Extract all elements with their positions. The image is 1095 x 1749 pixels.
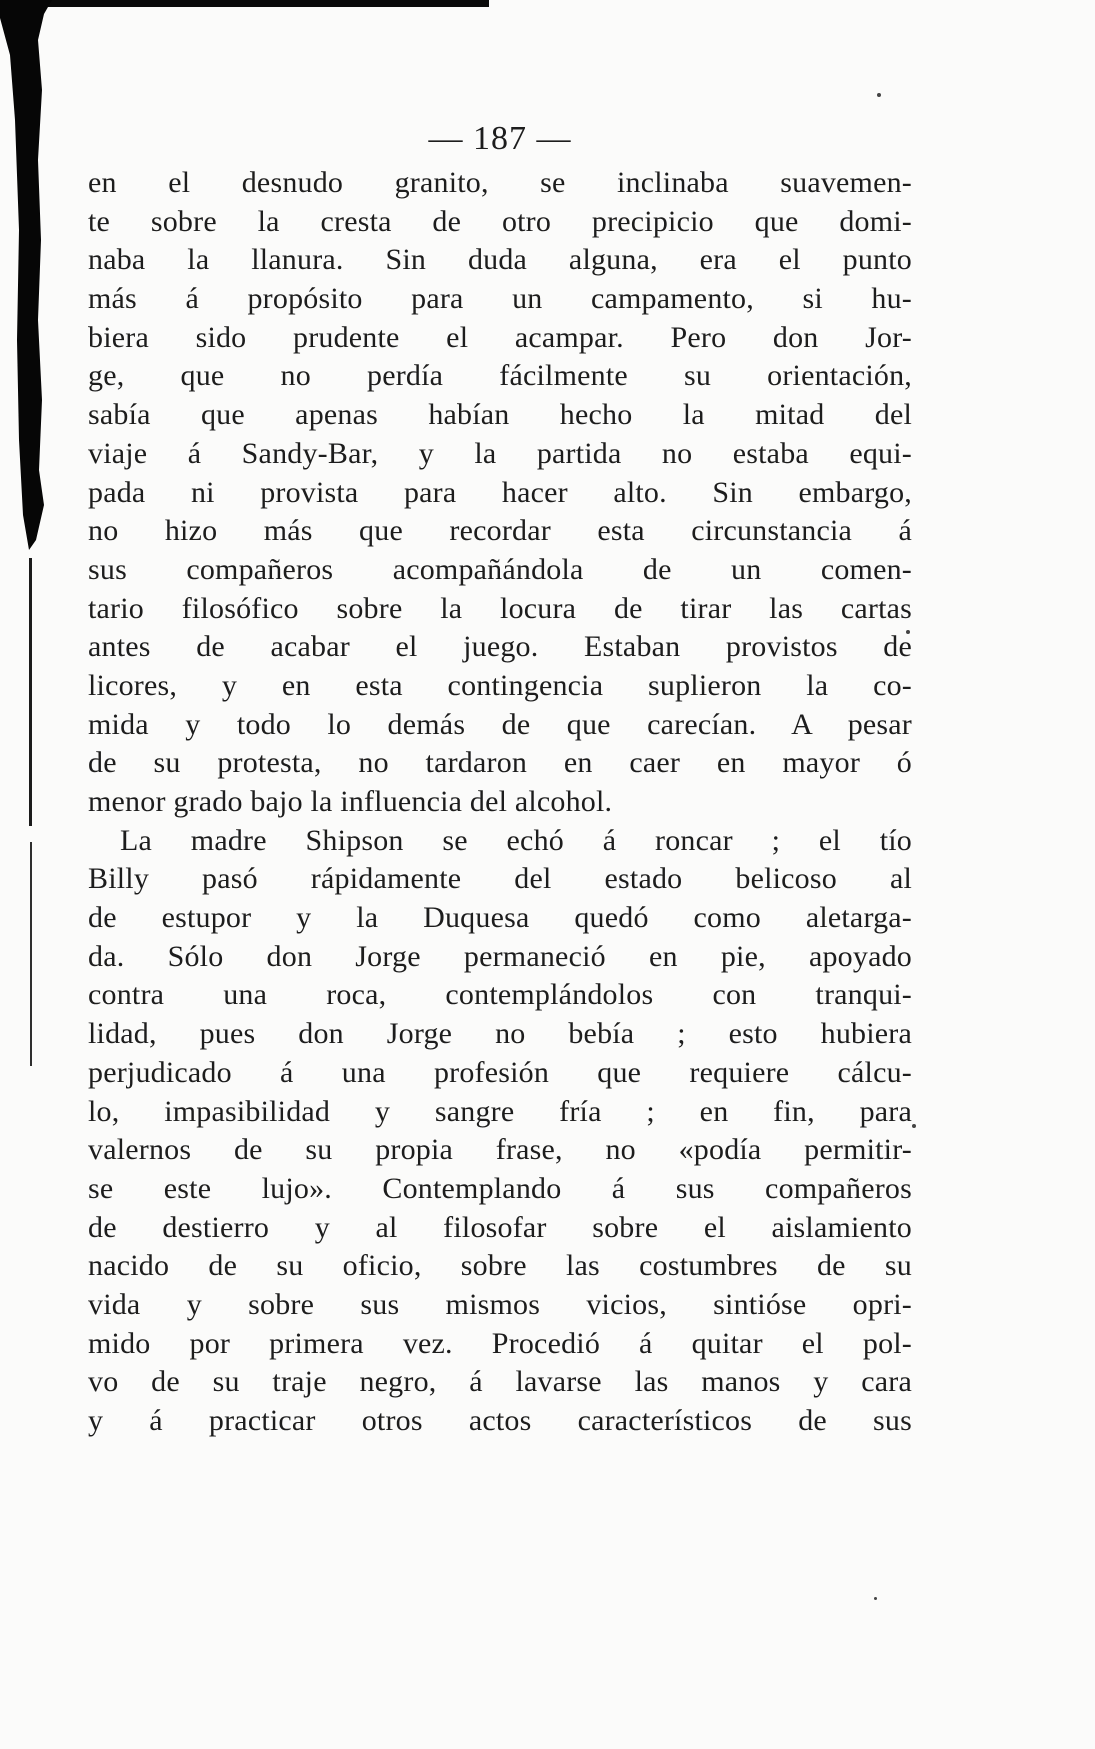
- scan-top-rule: [0, 0, 489, 7]
- text-line: vida y sobre sus mismos vicios, sintióse opri-: [88, 1287, 912, 1321]
- text-line: más á propósito para un campamento, si hu-: [88, 282, 912, 316]
- text-line: Billy pasó rápidamente del estado belicoso al: [88, 862, 912, 896]
- text-line: valernos de su propia frase, no «podía permitir-: [88, 1133, 912, 1167]
- text-line: tario filosófico sobre la locura de tirar las cartas: [88, 591, 912, 625]
- text-line: antes de acabar el juego. Estaban provistos de: [88, 630, 912, 664]
- text-line: lo, impasibilidad y sangre fría ; en fin, para: [88, 1094, 912, 1128]
- text-line: contra una roca, contemplándolos con tranqui-: [88, 978, 912, 1012]
- text-line: de estupor y la Duquesa quedó como aletarga-: [88, 901, 912, 935]
- text-line: en el desnudo granito, se inclinaba suavemen-: [88, 166, 912, 199]
- text-line: La madre Shipson se echó á roncar ; el tío: [120, 823, 912, 857]
- scan-speck: [912, 1124, 916, 1128]
- text-line: de destierro y al filosofar sobre el aislamiento: [88, 1210, 912, 1244]
- text-line: vo de su traje negro, á lavarse las manos y cara: [88, 1365, 912, 1399]
- page-number: — 187 —: [428, 120, 572, 157]
- text-line: menor grado bajo la influencia del alcohol.: [88, 785, 613, 818]
- text-line: perjudicado á una profesión que requiere cálcu-: [88, 1055, 912, 1089]
- text-line: licores, y en esta contingencia suplieron la co-: [88, 668, 912, 702]
- scan-speck: [874, 1597, 877, 1600]
- text-line: nacido de su oficio, sobre las costumbres de su: [88, 1249, 912, 1283]
- text-line: y á practicar otros actos característicos de sus: [88, 1404, 912, 1437]
- text-line: no hizo más que recordar esta circunstancia á: [88, 514, 912, 548]
- text-line: mido por primera vez. Procedió á quitar el pol-: [88, 1326, 912, 1360]
- scan-left-line: [29, 558, 32, 826]
- text-line: mida y todo lo demás de que carecían. A pesar: [88, 707, 912, 741]
- text-line: naba la llanura. Sin duda alguna, era el punto: [88, 243, 912, 277]
- text-line: ge, que no perdía fácilmente su orientación,: [88, 359, 912, 393]
- scan-speck: [877, 93, 881, 97]
- text-line: biera sido prudente el acampar. Pero don Jor-: [88, 320, 912, 354]
- text-line: de su protesta, no tardaron en caer en mayor ó: [88, 746, 912, 780]
- text-line: sabía que apenas habían hecho la mitad del: [88, 398, 912, 432]
- text-line: te sobre la cresta de otro precipicio que domi-: [88, 204, 912, 238]
- text-line: se este lujo». Contemplando á sus compañeros: [88, 1171, 912, 1205]
- scan-left-line: [30, 842, 32, 1066]
- binding-shadow: [0, 0, 60, 550]
- text-line: sus compañeros acompañándola de un comen-: [88, 552, 912, 586]
- text-line: lidad, pues don Jorge no bebía ; esto hubiera: [88, 1017, 912, 1051]
- text-line: viaje á Sandy-Bar, y la partida no estaba equi-: [88, 436, 912, 470]
- text-line: pada ni provista para hacer alto. Sin embargo,: [88, 475, 912, 509]
- text-line: da. Sólo don Jorge permaneció en pie, apoyado: [88, 939, 912, 973]
- page-text: [88, 164, 912, 1441]
